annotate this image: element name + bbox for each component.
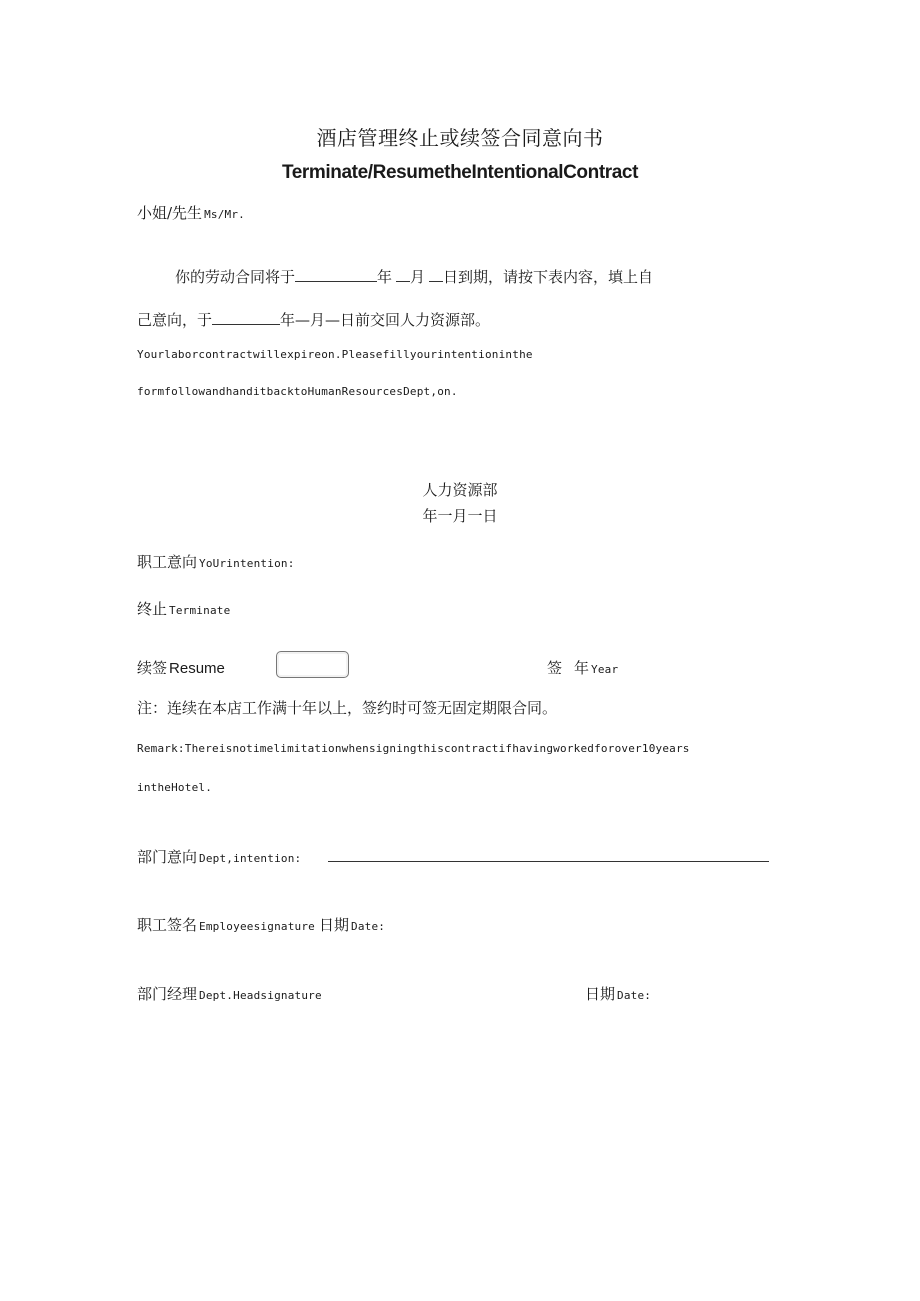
salutation (137, 202, 245, 223)
notice-line2-suffix: 年—月—日前交回人力资源部。 (280, 311, 491, 329)
manager-signature-en: Dept.Headsignature (199, 989, 322, 1002)
employee-intention (137, 551, 295, 572)
year-cn-label: 年 (574, 659, 590, 677)
manager-date[interactable] (585, 983, 651, 1004)
notice-line-2 (137, 309, 490, 330)
remark-line-1: Remark:Thereisnotimelimitationwhensigningthiscontractifhavingworkedforover10years (137, 742, 690, 755)
year-en-label: Year (591, 663, 619, 676)
employee-date-en: Date: (351, 920, 386, 933)
note-chinese: 注：连续在本店工作满十年以上，签约时可签无固定期限合同。 (137, 699, 558, 717)
sign-label: 签 (547, 659, 563, 677)
employee-signature[interactable] (137, 914, 385, 935)
employee-signature-en: Employeesignature (199, 920, 315, 933)
employee-intention-cn: 职工意向 (137, 553, 198, 571)
dept-intention (137, 846, 301, 867)
employee-date-cn: 日期 (319, 916, 350, 934)
resume-cn: 续签 (137, 659, 168, 677)
manager-date-cn: 日期 (585, 985, 616, 1003)
notice-line-1 (175, 266, 653, 287)
expiry-year-blank[interactable] (295, 267, 377, 282)
manager-signature-cn: 部门经理 (137, 985, 198, 1003)
notice-line1-prefix: 你的劳动合同将于 (175, 268, 296, 286)
dept-intention-cn: 部门意向 (137, 848, 198, 866)
dept-intention-line[interactable] (328, 861, 769, 862)
terminate-cn: 终止 (137, 600, 168, 618)
employee-signature-cn: 职工签名 (137, 916, 198, 934)
hr-department: 人力资源部 (422, 481, 498, 499)
resume-checkbox[interactable] (276, 651, 349, 678)
notice-english-line-2: formfollowandhanditbacktoHumanResourcesDept,on. (137, 385, 458, 398)
manager-date-en: Date: (617, 989, 652, 1002)
employee-intention-en: YoUrintention: (199, 557, 295, 570)
remark-line-2: intheHotel. (137, 781, 213, 794)
notice-line2-prefix: 己意向，于 (137, 311, 213, 329)
manager-signature[interactable] (137, 983, 322, 1004)
notice-line1-year: 年 (377, 268, 393, 286)
notice-line1-suffix: 日到期，请按下表内容，填上自 (443, 268, 654, 286)
hr-date: 年一月一日 (422, 507, 498, 525)
salutation-cn: 小姐/先生 (137, 204, 203, 222)
notice-line1-month: 月 (410, 268, 426, 286)
expiry-day-blank[interactable] (429, 267, 443, 282)
title-chinese: 酒店管理终止或续签合同意向书 (316, 126, 604, 150)
resume-option[interactable] (137, 657, 225, 678)
expiry-month-blank[interactable] (396, 267, 410, 282)
notice-english-line-1: Yourlaborcontractwillexpireon.Pleasefillyourintentioninthe (137, 348, 533, 361)
title-english: Terminate/ResumetheIntentionalContract (281, 162, 639, 183)
terminate-option[interactable] (137, 598, 230, 619)
return-year-blank[interactable] (212, 310, 280, 325)
terminate-en: Terminate (169, 604, 231, 617)
dept-intention-en: Dept,intention: (199, 852, 302, 865)
salutation-en: Ms/Mr. (204, 208, 245, 221)
sign-year (547, 657, 618, 678)
resume-en: Resume (169, 660, 225, 677)
